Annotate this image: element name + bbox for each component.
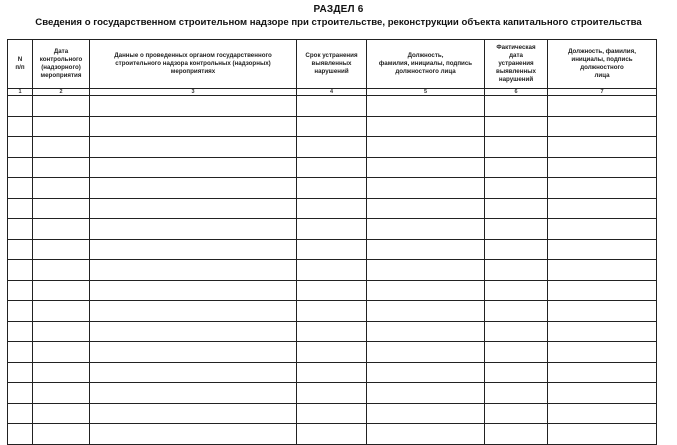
table-cell	[33, 239, 90, 260]
table-cell	[485, 198, 548, 219]
table-cell	[367, 239, 485, 260]
table-cell	[367, 321, 485, 342]
table-cell	[367, 424, 485, 445]
table-cell	[8, 362, 33, 383]
table-cell	[8, 403, 33, 424]
table-row	[8, 178, 657, 199]
table-cell	[548, 116, 657, 137]
table-row	[8, 239, 657, 260]
table-cell	[367, 301, 485, 322]
table-cell	[485, 178, 548, 199]
table-cell	[485, 383, 548, 404]
table-cell	[297, 260, 367, 281]
column-number: 5	[367, 89, 485, 96]
table-cell	[485, 137, 548, 158]
table-cell	[485, 301, 548, 322]
table-cell	[485, 96, 548, 117]
table-cell	[485, 219, 548, 240]
table-row	[8, 137, 657, 158]
table-cell	[8, 219, 33, 240]
table-cell	[297, 383, 367, 404]
table-cell	[485, 157, 548, 178]
table-cell	[367, 198, 485, 219]
column-number: 1	[8, 89, 33, 96]
table-cell	[297, 116, 367, 137]
table-row	[8, 362, 657, 383]
table-row	[8, 342, 657, 363]
table-cell	[8, 321, 33, 342]
table-body	[8, 96, 657, 445]
table-cell	[548, 280, 657, 301]
column-number: 6	[485, 89, 548, 96]
table-cell	[8, 342, 33, 363]
table-cell	[8, 383, 33, 404]
column-number: 4	[297, 89, 367, 96]
table-cell	[8, 96, 33, 117]
table-cell	[297, 198, 367, 219]
table-cell	[297, 178, 367, 199]
table-cell	[8, 280, 33, 301]
column-number-row	[8, 89, 657, 96]
table-cell	[297, 219, 367, 240]
table-row	[8, 403, 657, 424]
table-cell	[297, 342, 367, 363]
table-cell	[90, 198, 297, 219]
table-cell	[548, 301, 657, 322]
table-cell	[33, 383, 90, 404]
table-cell	[90, 321, 297, 342]
table-cell	[297, 280, 367, 301]
table-cell	[548, 260, 657, 281]
table-row	[8, 301, 657, 322]
table-cell	[8, 260, 33, 281]
table-cell	[8, 198, 33, 219]
column-number: 3	[90, 89, 297, 96]
table-cell	[33, 260, 90, 281]
table-cell	[33, 219, 90, 240]
table-cell	[33, 342, 90, 363]
table-cell	[485, 239, 548, 260]
table-cell	[367, 342, 485, 363]
table-cell	[90, 157, 297, 178]
table-cell	[548, 157, 657, 178]
table-cell	[297, 301, 367, 322]
table-cell	[485, 342, 548, 363]
table-cell	[8, 239, 33, 260]
table-cell	[485, 424, 548, 445]
table-cell	[367, 383, 485, 404]
table-row	[8, 198, 657, 219]
table-cell	[8, 301, 33, 322]
table-row	[8, 116, 657, 137]
table-cell	[8, 178, 33, 199]
table-cell	[90, 301, 297, 322]
table-cell	[548, 219, 657, 240]
column-header-deadline: Срок устранения выявленных нарушений	[297, 40, 367, 89]
column-header-actual-date: Фактическая дата устранения выявленных нарушений	[485, 40, 548, 89]
table-cell	[33, 280, 90, 301]
table-cell	[548, 239, 657, 260]
table-cell	[367, 362, 485, 383]
table-cell	[548, 362, 657, 383]
table-cell	[548, 342, 657, 363]
section-label: РАЗДЕЛ 6	[313, 4, 364, 15]
table-cell	[90, 383, 297, 404]
table-cell	[90, 96, 297, 117]
table-cell	[297, 137, 367, 158]
table-cell	[33, 301, 90, 322]
table-cell	[90, 342, 297, 363]
table-cell	[548, 178, 657, 199]
table-row	[8, 96, 657, 117]
table-cell	[33, 362, 90, 383]
table-cell	[485, 260, 548, 281]
table-cell	[33, 116, 90, 137]
table-row	[8, 157, 657, 178]
table-cell	[485, 280, 548, 301]
table-cell	[485, 362, 548, 383]
table-cell	[367, 137, 485, 158]
table-cell	[90, 239, 297, 260]
table-cell	[367, 260, 485, 281]
table-cell	[90, 280, 297, 301]
table-cell	[367, 157, 485, 178]
table-cell	[90, 116, 297, 137]
document-title: Сведения о государственном строительном надзоре при строительстве, реконструкции объекта капитального строительства	[35, 17, 642, 28]
table-row	[8, 424, 657, 445]
table-cell	[33, 198, 90, 219]
table-cell	[33, 178, 90, 199]
table-cell	[367, 280, 485, 301]
table-row	[8, 219, 657, 240]
table-cell	[367, 116, 485, 137]
table-cell	[297, 403, 367, 424]
table-cell	[548, 96, 657, 117]
table-cell	[367, 178, 485, 199]
table-cell	[548, 321, 657, 342]
table-cell	[297, 239, 367, 260]
table-cell	[8, 137, 33, 158]
table-row	[8, 260, 657, 281]
table-cell	[297, 321, 367, 342]
column-header-date: Дата контрольного (надзорного) мероприятия	[33, 40, 90, 89]
table-cell	[367, 403, 485, 424]
table-row	[8, 280, 657, 301]
table-cell	[90, 403, 297, 424]
table-cell	[33, 157, 90, 178]
table-cell	[90, 219, 297, 240]
table-cell	[90, 424, 297, 445]
table-cell	[8, 157, 33, 178]
table-cell	[90, 178, 297, 199]
table-cell	[90, 260, 297, 281]
table-cell	[367, 96, 485, 117]
table-cell	[297, 424, 367, 445]
table-cell	[485, 116, 548, 137]
table-cell	[33, 403, 90, 424]
table-cell	[548, 424, 657, 445]
column-number: 2	[33, 89, 90, 96]
table-cell	[33, 137, 90, 158]
table-cell	[297, 362, 367, 383]
column-header-inspection-data: Данные о проведенных органом государственного строительного надзора контрольных (надзорных) мероприятиях	[90, 40, 297, 89]
table-cell	[548, 383, 657, 404]
column-header-number: N п/п	[8, 40, 33, 89]
supervision-table	[7, 39, 657, 445]
table-cell	[8, 424, 33, 445]
table-cell	[90, 362, 297, 383]
table-cell	[297, 157, 367, 178]
table-row	[8, 321, 657, 342]
column-header-official-signature: Должность, фамилия, инициалы, подпись должностного лица	[548, 40, 657, 89]
table-row	[8, 383, 657, 404]
table-cell	[297, 96, 367, 117]
column-number: 7	[548, 89, 657, 96]
table-cell	[548, 137, 657, 158]
table-cell	[8, 116, 33, 137]
table-cell	[548, 198, 657, 219]
table-cell	[33, 424, 90, 445]
table-cell	[90, 137, 297, 158]
table-cell	[367, 219, 485, 240]
table-cell	[33, 321, 90, 342]
column-header-official: Должность, фамилия, инициалы, подпись должностного лица	[367, 40, 485, 89]
table-cell	[33, 96, 90, 117]
header-row	[8, 40, 657, 89]
table-cell	[485, 321, 548, 342]
table-cell	[485, 403, 548, 424]
table-cell	[548, 403, 657, 424]
